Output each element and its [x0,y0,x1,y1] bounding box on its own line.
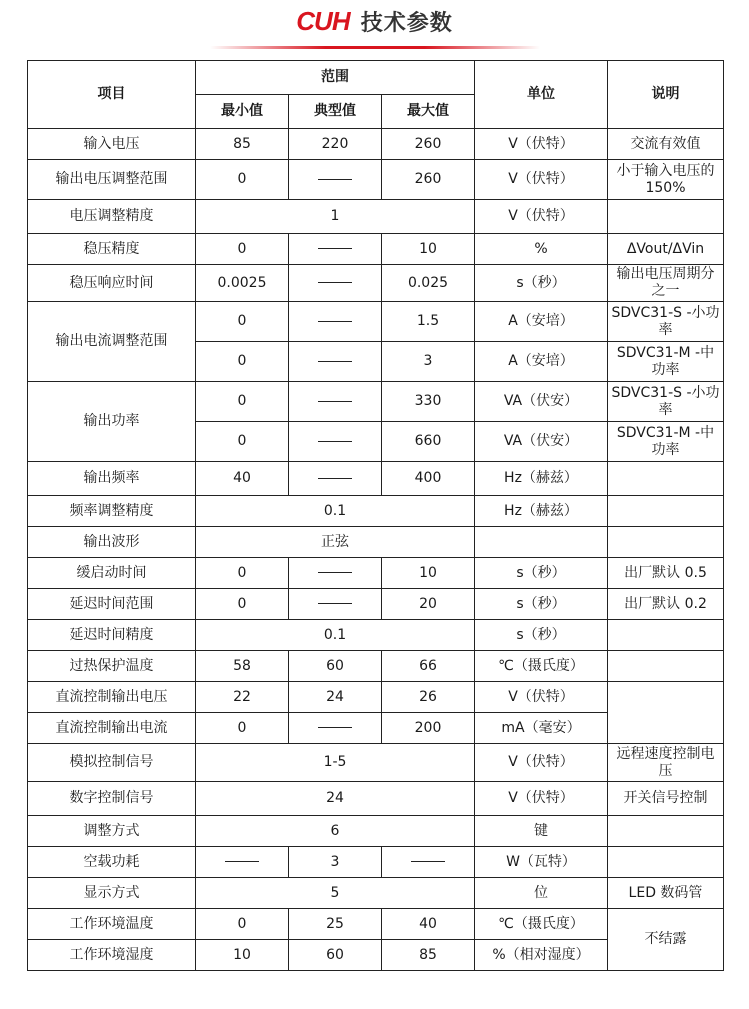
empty-dash [318,179,352,180]
row-max: 20 [382,589,475,620]
row-unit: W（瓦特） [475,847,608,878]
row-unit [475,527,608,558]
row-max: 330 [382,382,475,422]
row-item: 输出功率 [28,382,196,462]
empty-dash [318,401,352,402]
row-item: 输出电流调整范围 [28,302,196,382]
header-row [28,61,724,95]
row-item: 延迟时间范围 [28,589,196,620]
row-typ [289,342,382,382]
table-row [28,744,724,782]
row-desc [608,496,724,527]
row-unit: s（秒） [475,589,608,620]
row-unit: V（伏特） [475,160,608,200]
row-desc: SDVC31-M -中功率 [608,422,724,462]
row-desc [608,527,724,558]
row-min: 0 [196,342,289,382]
row-item: 数字控制信号 [28,782,196,816]
row-min: 0 [196,558,289,589]
row-item: 工作环境湿度 [28,940,196,971]
row-desc: SDVC31-S -小功率 [608,382,724,422]
row-typ [289,160,382,200]
row-unit: s（秒） [475,558,608,589]
row-unit: mA（毫安） [475,713,608,744]
row-item: 直流控制输出电压 [28,682,196,713]
row-item: 输入电压 [28,129,196,160]
table-row [28,265,724,302]
row-max: 200 [382,713,475,744]
table-row [28,847,724,878]
row-max: 400 [382,462,475,496]
empty-dash [318,727,352,728]
row-unit: V（伏特） [475,782,608,816]
empty-dash [318,603,352,604]
row-unit: VA（伏安） [475,382,608,422]
row-item: 显示方式 [28,878,196,909]
row-min: 10 [196,940,289,971]
row-item: 工作环境温度 [28,909,196,940]
row-item: 模拟控制信号 [28,744,196,782]
row-desc: 开关信号控制 [608,782,724,816]
row-max: 260 [382,160,475,200]
header-range: 范围 [196,61,475,95]
header-max: 最大值 [382,95,475,129]
row-unit: 位 [475,878,608,909]
row-item: 频率调整精度 [28,496,196,527]
row-item: 缓启动时间 [28,558,196,589]
row-unit: 键 [475,816,608,847]
table-row [28,651,724,682]
table-row [28,558,724,589]
row-min: 0 [196,302,289,342]
row-typ [289,558,382,589]
row-unit: s（秒） [475,620,608,651]
row-max: 260 [382,129,475,160]
row-min: 0 [196,422,289,462]
empty-dash [318,361,352,362]
row-typ: 25 [289,909,382,940]
row-unit: V（伏特） [475,682,608,713]
row-typ: 60 [289,940,382,971]
row-item: 稳压精度 [28,234,196,265]
row-item: 电压调整精度 [28,200,196,234]
row-min: 40 [196,462,289,496]
row-max: 1.5 [382,302,475,342]
row-unit: Hz（赫兹） [475,496,608,527]
row-value: 0.1 [196,496,475,527]
row-value: 5 [196,878,475,909]
row-max: 660 [382,422,475,462]
row-typ [289,462,382,496]
row-typ [289,422,382,462]
table-row [28,620,724,651]
row-unit: ℃（摄氏度） [475,909,608,940]
row-value: 24 [196,782,475,816]
row-item: 输出电压调整范围 [28,160,196,200]
row-desc [608,651,724,682]
row-item: 直流控制输出电流 [28,713,196,744]
row-max: 10 [382,234,475,265]
row-min: 22 [196,682,289,713]
row-min: 0 [196,909,289,940]
empty-dash [225,861,259,862]
row-desc: 小于输入电压的 150% [608,160,724,200]
row-min: 0 [196,382,289,422]
header-min: 最小值 [196,95,289,129]
row-unit: s（秒） [475,265,608,302]
empty-dash [318,478,352,479]
title-wrap [0,6,749,37]
row-value: 1 [196,200,475,234]
row-typ: 3 [289,847,382,878]
row-max: 3 [382,342,475,382]
row-desc [608,682,724,744]
row-value: 6 [196,816,475,847]
row-typ [289,265,382,302]
row-item: 空载功耗 [28,847,196,878]
row-item: 延迟时间精度 [28,620,196,651]
row-max: 0.025 [382,265,475,302]
row-typ [289,302,382,342]
row-max: 85 [382,940,475,971]
row-typ: 24 [289,682,382,713]
row-desc: 出厂默认 0.5 [608,558,724,589]
row-item: 调整方式 [28,816,196,847]
row-unit: V（伏特） [475,129,608,160]
row-desc: SDVC31-M -中功率 [608,342,724,382]
table-row [28,200,724,234]
row-min: 85 [196,129,289,160]
title-underline [210,46,540,49]
row-unit: A（安培） [475,342,608,382]
row-min [196,847,289,878]
row-typ [289,382,382,422]
table-row [28,234,724,265]
spec-table [27,60,724,971]
row-typ [289,713,382,744]
row-desc: 交流有效值 [608,129,724,160]
row-typ: 60 [289,651,382,682]
row-desc: LED 数码管 [608,878,724,909]
table-row [28,462,724,496]
row-typ: 220 [289,129,382,160]
row-unit: V（伏特） [475,744,608,782]
row-max: 40 [382,909,475,940]
row-unit: %（相对湿度） [475,940,608,971]
row-desc: 远程速度控制电压 [608,744,724,782]
row-min: 0 [196,160,289,200]
row-value: 正弦 [196,527,475,558]
row-desc [608,200,724,234]
header-typ: 典型值 [289,95,382,129]
brand-logo: CUH [296,6,350,36]
row-item: 稳压响应时间 [28,265,196,302]
row-desc: 输出电压周期分之一 [608,265,724,302]
empty-dash [318,248,352,249]
row-typ [289,589,382,620]
table-row [28,682,724,713]
table-row [28,589,724,620]
row-desc: ΔVout/ΔVin [608,234,724,265]
row-desc: SDVC31-S -小功率 [608,302,724,342]
row-value: 0.1 [196,620,475,651]
row-min: 0.0025 [196,265,289,302]
empty-dash [318,572,352,573]
row-desc [608,816,724,847]
empty-dash [318,441,352,442]
row-max: 66 [382,651,475,682]
row-unit: ℃（摄氏度） [475,651,608,682]
table-row [28,160,724,200]
header [0,0,749,56]
table-row [28,129,724,160]
row-min: 58 [196,651,289,682]
row-item: 输出频率 [28,462,196,496]
table-row [28,527,724,558]
row-max [382,847,475,878]
table-row [28,782,724,816]
header-item: 项目 [28,61,196,129]
table-row [28,496,724,527]
row-unit: V（伏特） [475,200,608,234]
row-max: 10 [382,558,475,589]
table-row [28,878,724,909]
row-unit: Hz（赫兹） [475,462,608,496]
row-typ [289,234,382,265]
row-min: 0 [196,234,289,265]
row-value: 1-5 [196,744,475,782]
row-unit: % [475,234,608,265]
empty-dash [318,282,352,283]
header-desc: 说明 [608,61,724,129]
row-max: 26 [382,682,475,713]
row-desc: 出厂默认 0.2 [608,589,724,620]
row-min: 0 [196,713,289,744]
empty-dash [318,321,352,322]
table-row [28,382,724,422]
table-row [28,816,724,847]
row-item: 过热保护温度 [28,651,196,682]
table-row [28,909,724,940]
row-unit: VA（伏安） [475,422,608,462]
row-desc [608,847,724,878]
row-unit: A（安培） [475,302,608,342]
page-title: 技术参数 [360,11,453,36]
row-min: 0 [196,589,289,620]
row-item: 输出波形 [28,527,196,558]
empty-dash [411,861,445,862]
row-desc: 不结露 [608,909,724,971]
header-unit: 单位 [475,61,608,129]
row-desc [608,620,724,651]
table-row [28,302,724,342]
row-desc [608,462,724,496]
